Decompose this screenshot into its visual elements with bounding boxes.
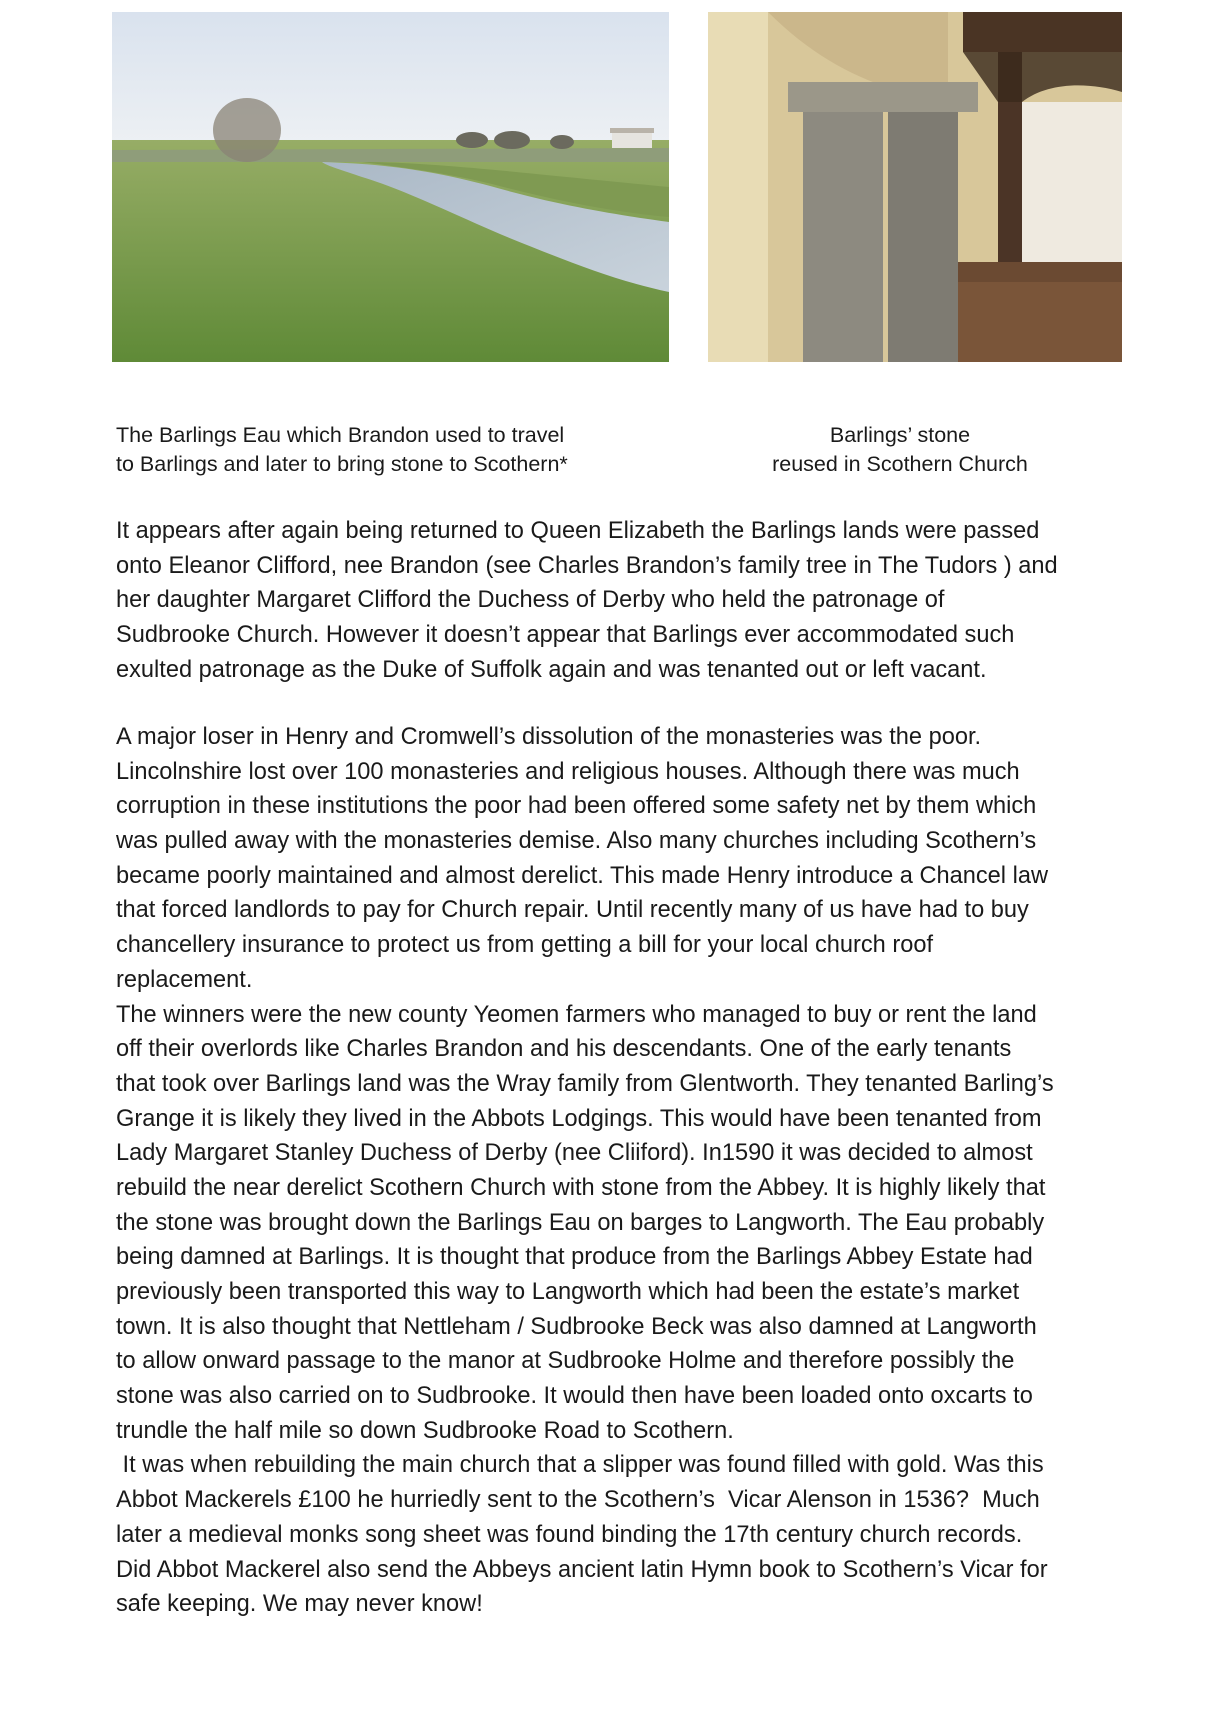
caption-line: reused in Scothern Church xyxy=(772,452,1028,476)
caption-line: The Barlings Eau which Brandon used to travel xyxy=(116,423,565,447)
text-line: Sudbrooke Church. However it doesn’t appear that Barlings ever accommodated such xyxy=(116,622,1015,649)
text-line: It appears after again being returned to Queen Elizabeth the Barlings lands were passed xyxy=(116,518,1040,544)
text-line: Abbot Mackerels £100 he hurriedly sent to the Scothern’s Vicar Alenson in 1536? Much xyxy=(116,1487,1040,1514)
text-line: It was when rebuilding the main church that a slipper was found filled with gold. Was this xyxy=(116,1452,1044,1479)
text-line: The winners were the new county Yeomen farmers who managed to buy or rent the land xyxy=(116,1001,1037,1028)
text-line: town. It is also thought that Nettleham / Sudbrooke Beck was also damned at Langworth xyxy=(116,1313,1037,1340)
church-stone-pillar-image xyxy=(708,12,1122,362)
church-photo-caption xyxy=(760,421,1040,479)
text-line: replacement. xyxy=(116,966,253,993)
text-line: trundle the half mile so down Sudbrooke Road to Scothern. xyxy=(116,1417,734,1444)
river-landscape-image xyxy=(112,12,669,362)
paragraph-barlings-lands xyxy=(116,514,1121,687)
text-line: safe keeping. We may never know! xyxy=(116,1591,483,1618)
caption-line: Barlings’ stone xyxy=(829,423,971,447)
paragraph-dissolution xyxy=(116,720,1121,1622)
caption-line: to Barlings and later to bring stone to Scothern* xyxy=(116,452,568,476)
text-line: being damned at Barlings. It is thought that produce from the Barlings Abbey Estate had xyxy=(116,1244,1033,1271)
text-line: became poorly maintained and almost derelict. This made Henry introduce a Chancel law xyxy=(116,862,1048,889)
text-line: Grange it is likely they lived in the Abbots Lodgings. This would have been tenanted from xyxy=(116,1105,1042,1132)
text-line: the stone was brought down the Barlings Eau on barges to Langworth. The Eau probably xyxy=(116,1209,1045,1236)
text-line: corruption in these institutions the poor had been offered some safety net by them which xyxy=(116,793,1037,820)
text-line: to allow onward passage to the manor at Sudbrooke Holme and therefore possibly the xyxy=(116,1348,1015,1375)
river-photo-caption xyxy=(116,421,568,479)
text-line: onto Eleanor Clifford, nee Brandon (see Charles Brandon’s family tree in The Tudors ) and xyxy=(116,552,1058,579)
text-line: stone was also carried on to Sudbrooke. It would then have been loaded onto oxcarts to xyxy=(116,1383,1033,1410)
text-line: A major loser in Henry and Cromwell’s dissolution of the monasteries was the poor. xyxy=(116,724,982,750)
text-line: Lincolnshire lost over 100 monasteries and religious houses. Although there was much xyxy=(116,758,1020,785)
text-line: that took over Barlings land was the Wray family from Glentworth. They tenanted Barling’s xyxy=(116,1070,1054,1097)
church-stone-pillar-photo xyxy=(708,12,1122,362)
text-line: rebuild the near derelict Scothern Church with stone from the Abbey. It is highly likely that xyxy=(116,1174,1046,1201)
text-line: that forced landlords to pay for Church repair. Until recently many of us have had to buy xyxy=(116,897,1029,924)
text-line: Lady Margaret Stanley Duchess of Derby (nee Cliiford). In1590 it was decided to almost xyxy=(116,1140,1033,1167)
text-line: previously been transported this way to Langworth which had been the estate’s market xyxy=(116,1279,1020,1305)
text-line: Did Abbot Mackerel also send the Abbeys ancient latin Hymn book to Scothern’s Vicar for xyxy=(116,1556,1048,1583)
text-line: off their overlords like Charles Brandon and his descendants. One of the early tenants xyxy=(116,1036,1012,1063)
text-line: later a medieval monks song sheet was found binding the 17th century church records. xyxy=(116,1521,1023,1548)
river-landscape-photo xyxy=(112,12,669,362)
text-line: her daughter Margaret Clifford the Duchess of Derby who held the patronage of xyxy=(116,587,945,614)
text-line: exulted patronage as the Duke of Suffolk again and was tenanted out or left vacant. xyxy=(116,656,987,683)
text-line: was pulled away with the monasteries demise. Also many churches including Scothern’s xyxy=(116,828,1037,855)
text-line: chancellery insurance to protect us from getting a bill for your local church roof xyxy=(116,932,934,959)
